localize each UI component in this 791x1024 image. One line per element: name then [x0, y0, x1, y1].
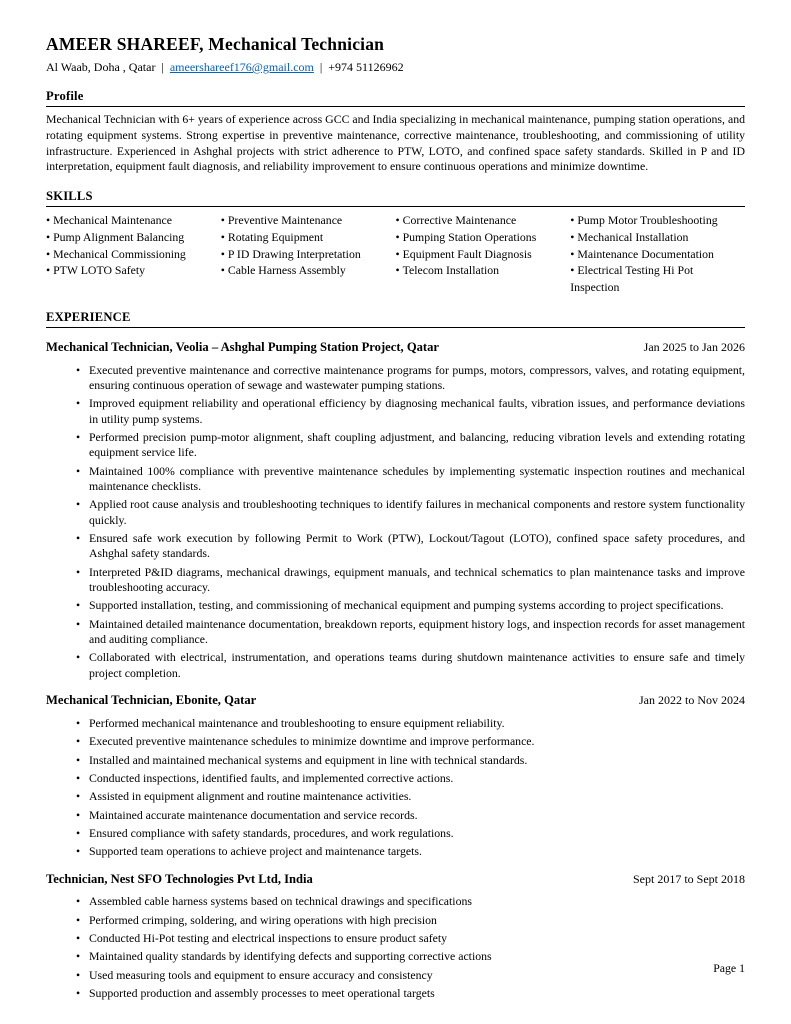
contact-separator: | — [161, 60, 164, 74]
skill-item: • Pump Motor Troubleshooting — [570, 212, 739, 229]
email-link[interactable]: ameershareef176@gmail.com — [169, 60, 314, 74]
job-bullet: • Assisted in equipment alignment and routine maintenance activities. — [76, 789, 745, 804]
job-bullet: • Interpreted P&ID diagrams, mechanical drawings, equipment manuals, and technical schematics to plan maintenance tasks and improve troubleshooting accuracy. — [76, 565, 745, 596]
job-dates: Sept 2017 to Sept 2018 — [632, 871, 745, 886]
profile-heading: Profile — [46, 89, 745, 107]
skills-section — [46, 189, 745, 296]
skill-item: • Equipment Fault Diagnosis — [396, 246, 565, 263]
job-bullet-list — [46, 894, 745, 1001]
skill-item: • Mechanical Installation — [570, 229, 739, 246]
skill-item: • Pumping Station Operations — [396, 229, 565, 246]
job-bullet: • Performed mechanical maintenance and troubleshooting to ensure equipment reliability. — [76, 716, 745, 731]
job-entry-ebonite — [46, 691, 745, 860]
skills-heading: SKILLS — [46, 189, 745, 207]
job-bullet: • Maintained quality standards by identifying defects and supporting corrective actions — [76, 949, 745, 964]
job-bullet-list — [46, 363, 745, 681]
job-header — [46, 338, 745, 357]
skills-column-2 — [221, 212, 396, 296]
job-bullet: • Conducted inspections, identified faults, and implemented corrective actions. — [76, 771, 745, 786]
job-header — [46, 691, 745, 710]
job-bullet: • Collaborated with electrical, instrumentation, and operations teams during shutdown maintenance activities to ensure safe and timely project completion. — [76, 650, 745, 681]
job-bullet: • Supported team operations to achieve project and maintenance targets. — [76, 844, 745, 859]
contact-location: Al Waab, Doha , Qatar — [46, 60, 156, 74]
job-bullet: • Supported installation, testing, and commissioning of mechanical equipment and pumping systems according to project specifications. — [76, 598, 745, 613]
job-bullet: • Assembled cable harness systems based on technical drawings and specifications — [76, 894, 745, 909]
job-bullet: • Maintained 100% compliance with preventive maintenance schedules by implementing systematic inspection routines and mechanical maintenance checklists. — [76, 464, 745, 495]
skill-item: • P ID Drawing Interpretation — [221, 246, 390, 263]
contact-line — [46, 60, 745, 75]
resume-header — [46, 34, 745, 75]
candidate-name: AMEER SHAREEF, Mechanical Technician — [46, 34, 385, 54]
profile-section — [46, 89, 745, 175]
skill-item: • Electrical Testing Hi Pot Inspection — [570, 262, 739, 296]
job-header — [46, 870, 745, 889]
job-title: Mechanical Technician, Veolia – Ashghal Pumping Station Project, Qatar — [46, 339, 439, 354]
job-entry-veolia — [46, 338, 745, 681]
skill-item: • Rotating Equipment — [221, 229, 390, 246]
job-dates: Jan 2022 to Nov 2024 — [639, 693, 745, 708]
job-title: Technician, Nest SFO Technologies Pvt Ltd, India — [46, 871, 313, 886]
job-bullet: • Ensured compliance with safety standards, procedures, and work regulations. — [76, 826, 745, 841]
profile-text: Mechanical Technician with 6+ years of experience across GCC and India specializing in mechanical maintenance, pumping station operations, and rotating equipment systems. Strong expertise in preventive maintenance, corrective maintenance, troubleshooting, and commissioning of utility infrastructure. Experienced in Ashghal projects with strict adherence to PTW, LOTO, and confined space safety standards. Skilled in P and ID interpretation, equipment fault diagnosis, and reliability improvement to ensure continuous operations and minimize downtime. — [46, 112, 745, 174]
experience-heading: EXPERIENCE — [46, 310, 745, 328]
job-bullet: • Executed preventive maintenance schedules to minimize downtime and improve performance. — [76, 734, 745, 749]
job-bullet: • Executed preventive maintenance and corrective maintenance programs for pumps, motors, compressors, valves, and rotating equipment, ensuring continuous operation of sewage and wastewater pumping stations. — [76, 363, 745, 394]
skills-column-1 — [46, 212, 221, 296]
contact-separator: | — [319, 60, 323, 74]
skill-item: • PTW LOTO Safety — [46, 262, 215, 279]
skill-item: • Telecom Installation — [396, 262, 565, 279]
skill-item: • Cable Harness Assembly — [221, 262, 390, 279]
page-number: Page 1 — [713, 961, 745, 975]
job-bullet: • Improved equipment reliability and operational efficiency by diagnosing mechanical faults, vibration issues, and performance deviations in utility pump systems. — [76, 396, 745, 427]
skill-item: • Mechanical Commissioning — [46, 246, 215, 263]
experience-section — [46, 310, 745, 1002]
skill-item: • Maintenance Documentation — [570, 246, 739, 263]
job-entry-nest-sfo — [46, 870, 745, 1002]
skills-column-4 — [570, 212, 745, 296]
contact-phone: +974 51126962 — [328, 60, 404, 74]
skill-item: • Preventive Maintenance — [221, 212, 390, 229]
skill-item: • Mechanical Maintenance — [46, 212, 215, 229]
job-title: Mechanical Technician, Ebonite, Qatar — [46, 693, 257, 708]
skill-item: • Pump Alignment Balancing — [46, 229, 215, 246]
job-bullet: • Maintained detailed maintenance documentation, breakdown reports, equipment history logs, and inspection records for asset management and auditing compliance. — [76, 617, 745, 648]
job-bullet: • Performed precision pump-motor alignment, shaft coupling adjustment, and balancing, reducing vibration levels and extending rotating equipment service life. — [76, 430, 745, 461]
job-bullet: • Performed crimping, soldering, and wiring operations with high precision — [76, 913, 745, 928]
job-bullet: • Conducted Hi-Pot testing and electrical inspections to ensure product safety — [76, 931, 745, 946]
job-bullet: • Applied root cause analysis and troubleshooting techniques to identify failures in mechanical components and restore system functionality quickly. — [76, 497, 745, 528]
job-bullet: • Supported production and assembly processes to meet operational targets — [76, 986, 745, 1001]
job-bullet-list — [46, 716, 745, 860]
job-bullet: • Installed and maintained mechanical systems and equipment in line with technical standards. — [76, 753, 745, 768]
job-bullet: • Used measuring tools and equipment to ensure accuracy and consistency — [76, 968, 745, 983]
skill-item: • Corrective Maintenance — [396, 212, 565, 229]
job-dates: Jan 2025 to Jan 2026 — [643, 339, 745, 354]
skills-grid — [46, 212, 745, 296]
job-bullet: • Ensured safe work execution by following Permit to Work (PTW), Lockout/Tagout (LOTO), confined space safety procedures, and Ashghal safety standards. — [76, 531, 745, 562]
skills-column-3 — [396, 212, 571, 296]
job-bullet: • Maintained accurate maintenance documentation and service records. — [76, 808, 745, 823]
